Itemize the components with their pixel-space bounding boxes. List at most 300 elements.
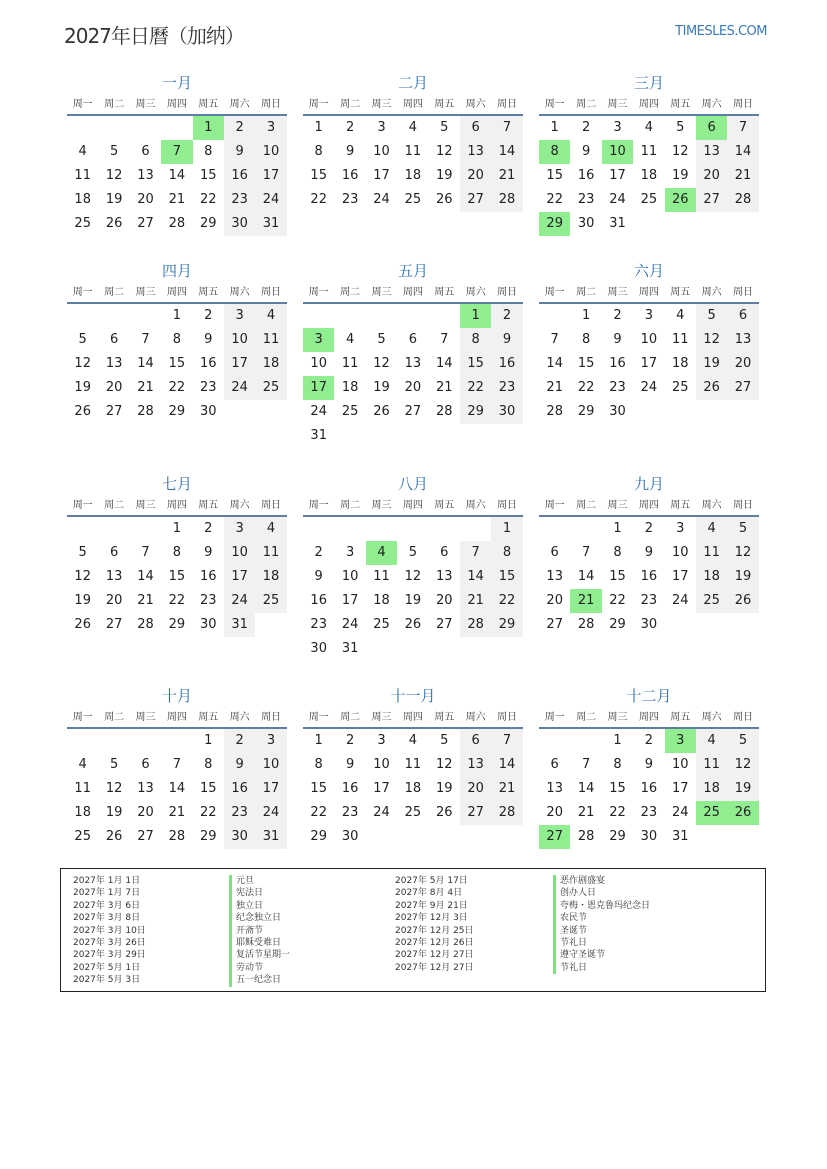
day-cell[interactable]: 18 [373, 593, 390, 608]
day-cell[interactable]: 19 [671, 168, 689, 183]
day-cell[interactable]: 18 [640, 168, 658, 183]
day-cell[interactable]: 24 [341, 617, 359, 632]
day-cell[interactable]: 4 [644, 120, 653, 135]
day-cell[interactable]: 31 [255, 825, 286, 849]
day-cell[interactable]: 2 [204, 521, 213, 536]
day-cell[interactable]: 3 [255, 729, 286, 753]
day-cell[interactable]: 14 [460, 565, 491, 589]
day-cell[interactable]: 18 [74, 192, 91, 207]
day-cell[interactable]: 17 [224, 352, 255, 376]
day-cell[interactable]: 6 [727, 304, 758, 328]
day-cell[interactable]: 28 [491, 801, 522, 825]
day-cell[interactable]: 13 [105, 356, 123, 371]
day-cell[interactable]: 18 [404, 781, 422, 796]
day-cell[interactable]: 24 [224, 589, 255, 613]
day-cell[interactable]: 14 [577, 781, 595, 796]
day-cell[interactable]: 24 [255, 801, 286, 825]
day-cell[interactable]: 13 [546, 569, 563, 584]
day-cell[interactable]: 9 [491, 328, 522, 352]
day-cell[interactable]: 22 [199, 805, 217, 820]
day-cell[interactable]: 18 [74, 805, 91, 820]
day-cell[interactable]: 7 [141, 332, 150, 347]
day-cell[interactable]: 27 [435, 617, 453, 632]
day-cell[interactable]: 3 [676, 521, 685, 536]
day-cell[interactable]: 17 [341, 593, 359, 608]
day-cell[interactable]: 29 [577, 404, 595, 419]
day-cell[interactable]: 15 [199, 781, 217, 796]
day-cell[interactable]: 21 [137, 593, 154, 608]
day-cell[interactable]: 12 [435, 144, 453, 159]
day-cell[interactable]: 13 [696, 140, 727, 164]
day-cell[interactable]: 2 [345, 733, 355, 748]
day-cell[interactable]: 8 [172, 545, 181, 560]
day-cell[interactable]: 7 [581, 545, 591, 560]
day-cell[interactable]: 7 [460, 541, 491, 565]
day-cell[interactable]: 20 [435, 593, 453, 608]
day-cell[interactable]: 17 [224, 565, 255, 589]
day-cell[interactable]: 23 [341, 192, 359, 207]
day-cell[interactable]: 10 [640, 332, 658, 347]
brand-link[interactable]: TIMESLES.COM [675, 24, 767, 39]
day-cell[interactable]: 17 [671, 569, 689, 584]
day-cell[interactable]: 9 [204, 332, 213, 347]
day-cell[interactable]: 17 [609, 168, 626, 183]
day-cell[interactable]: 20 [105, 380, 123, 395]
day-cell[interactable]: 17 [373, 781, 390, 796]
day-cell[interactable]: 8 [491, 541, 522, 565]
day-cell[interactable]: 10 [671, 545, 689, 560]
day-cell[interactable]: 18 [255, 565, 286, 589]
day-cell[interactable]: 20 [546, 593, 563, 608]
day-cell[interactable]: 23 [609, 380, 626, 395]
day-cell[interactable]: 8 [613, 757, 622, 772]
day-cell[interactable]: 26 [105, 216, 123, 231]
day-cell[interactable]: 12 [74, 569, 91, 584]
day-cell[interactable]: 15 [609, 781, 626, 796]
day-cell[interactable]: 13 [460, 753, 491, 777]
day-cell[interactable]: 2 [613, 308, 622, 323]
day-cell[interactable]: 10 [373, 144, 390, 159]
day-cell[interactable]: 15 [491, 565, 522, 589]
day-cell[interactable]: 18 [671, 356, 689, 371]
day-cell[interactable]: 2 [314, 545, 323, 560]
day-cell[interactable]: 20 [460, 777, 491, 801]
day-cell[interactable]: 26 [74, 617, 91, 632]
day-cell[interactable]: 6 [141, 144, 150, 159]
day-cell[interactable]: 10 [255, 753, 286, 777]
day-cell[interactable]: 22 [310, 192, 327, 207]
day-cell[interactable]: 12 [105, 168, 123, 183]
day-cell[interactable]: 10 [255, 140, 286, 164]
day-cell[interactable]: 1 [193, 116, 224, 140]
day-cell[interactable]: 17 [373, 168, 390, 183]
day-cell[interactable]: 9 [644, 545, 653, 560]
day-cell[interactable]: 22 [609, 593, 626, 608]
day-cell[interactable]: 13 [137, 781, 154, 796]
day-cell[interactable]: 9 [204, 545, 213, 560]
day-cell[interactable]: 25 [255, 589, 286, 613]
day-cell[interactable]: 5 [696, 304, 727, 328]
day-cell[interactable]: 7 [727, 116, 758, 140]
day-cell[interactable]: 31 [671, 829, 689, 844]
day-cell[interactable]: 25 [341, 404, 359, 419]
day-cell[interactable]: 8 [204, 757, 213, 772]
day-cell[interactable]: 12 [696, 328, 727, 352]
day-cell[interactable]: 1 [204, 733, 213, 748]
day-cell[interactable]: 15 [168, 569, 186, 584]
day-cell[interactable]: 5 [109, 144, 119, 159]
day-cell[interactable]: 5 [727, 517, 758, 541]
day-cell[interactable]: 16 [199, 569, 217, 584]
day-cell[interactable]: 18 [255, 352, 286, 376]
day-cell[interactable]: 22 [577, 380, 595, 395]
day-cell[interactable]: 29 [460, 400, 491, 424]
day-cell[interactable]: 29 [168, 617, 186, 632]
day-cell[interactable]: 16 [199, 356, 217, 371]
day-cell[interactable]: 25 [404, 192, 422, 207]
day-cell[interactable]: 2 [644, 521, 653, 536]
day-cell[interactable]: 22 [546, 192, 563, 207]
day-cell[interactable]: 11 [404, 757, 422, 772]
day-cell[interactable]: 25 [74, 829, 91, 844]
day-cell[interactable]: 30 [577, 216, 595, 231]
day-cell[interactable]: 4 [78, 757, 87, 772]
day-cell[interactable]: 7 [550, 332, 559, 347]
day-cell[interactable]: 14 [137, 356, 154, 371]
day-cell[interactable]: 20 [137, 805, 154, 820]
day-cell[interactable]: 10 [602, 140, 633, 164]
day-cell[interactable]: 11 [696, 753, 727, 777]
day-cell[interactable]: 6 [408, 332, 417, 347]
day-cell[interactable]: 21 [460, 589, 491, 613]
day-cell[interactable]: 11 [74, 168, 91, 183]
day-cell[interactable]: 5 [78, 545, 87, 560]
day-cell[interactable]: 11 [696, 541, 727, 565]
day-cell[interactable]: 28 [168, 829, 186, 844]
day-cell[interactable]: 22 [491, 589, 522, 613]
day-cell[interactable]: 10 [224, 541, 255, 565]
day-cell[interactable]: 30 [609, 404, 626, 419]
day-cell[interactable]: 6 [109, 332, 119, 347]
day-cell[interactable]: 7 [581, 757, 591, 772]
day-cell[interactable]: 25 [671, 380, 689, 395]
day-cell[interactable]: 4 [408, 733, 417, 748]
day-cell[interactable]: 29 [199, 216, 217, 231]
day-cell[interactable]: 10 [373, 757, 390, 772]
day-cell[interactable]: 4 [696, 729, 727, 753]
day-cell[interactable]: 12 [105, 781, 123, 796]
day-cell[interactable]: 1 [314, 120, 323, 135]
day-cell[interactable]: 17 [303, 376, 334, 400]
day-cell[interactable]: 2 [581, 120, 591, 135]
day-cell[interactable]: 5 [377, 332, 386, 347]
day-cell[interactable]: 9 [345, 757, 355, 772]
day-cell[interactable]: 24 [671, 805, 689, 820]
day-cell[interactable]: 22 [310, 805, 327, 820]
day-cell[interactable]: 23 [199, 593, 217, 608]
day-cell[interactable]: 27 [137, 216, 154, 231]
day-cell[interactable]: 23 [310, 617, 327, 632]
day-cell[interactable]: 19 [105, 192, 123, 207]
day-cell[interactable]: 1 [172, 521, 181, 536]
day-cell[interactable]: 15 [310, 168, 327, 183]
day-cell[interactable]: 4 [345, 332, 355, 347]
day-cell[interactable]: 3 [644, 308, 653, 323]
day-cell[interactable]: 3 [377, 733, 386, 748]
day-cell[interactable]: 3 [224, 517, 255, 541]
day-cell[interactable]: 7 [440, 332, 449, 347]
day-cell[interactable]: 14 [546, 356, 563, 371]
day-cell[interactable]: 4 [255, 304, 286, 328]
day-cell[interactable]: 28 [491, 188, 522, 212]
day-cell[interactable]: 11 [373, 569, 390, 584]
day-cell[interactable]: 15 [546, 168, 563, 183]
day-cell[interactable]: 14 [168, 781, 186, 796]
day-cell[interactable]: 25 [255, 376, 286, 400]
day-cell[interactable]: 1 [581, 308, 591, 323]
day-cell[interactable]: 15 [460, 352, 491, 376]
day-cell[interactable]: 2 [224, 729, 255, 753]
day-cell[interactable]: 7 [141, 545, 150, 560]
day-cell[interactable]: 6 [460, 116, 491, 140]
day-cell[interactable]: 14 [491, 753, 522, 777]
day-cell[interactable]: 8 [314, 757, 323, 772]
day-cell[interactable]: 9 [224, 140, 255, 164]
day-cell[interactable]: 7 [161, 140, 192, 164]
day-cell[interactable]: 25 [373, 617, 390, 632]
day-cell[interactable]: 18 [404, 168, 422, 183]
day-cell[interactable]: 1 [172, 308, 181, 323]
day-cell[interactable]: 18 [696, 565, 727, 589]
day-cell[interactable]: 30 [224, 212, 255, 236]
day-cell[interactable]: 24 [609, 192, 626, 207]
day-cell[interactable]: 9 [345, 144, 355, 159]
day-cell[interactable]: 22 [199, 192, 217, 207]
day-cell[interactable]: 22 [609, 805, 626, 820]
day-cell[interactable]: 24 [373, 805, 390, 820]
day-cell[interactable]: 27 [727, 376, 758, 400]
day-cell[interactable]: 19 [74, 593, 91, 608]
day-cell[interactable]: 26 [105, 829, 123, 844]
day-cell[interactable]: 15 [609, 569, 626, 584]
day-cell[interactable]: 24 [310, 404, 327, 419]
day-cell[interactable]: 16 [341, 781, 359, 796]
day-cell[interactable]: 1 [314, 733, 323, 748]
day-cell[interactable]: 23 [577, 192, 595, 207]
day-cell[interactable]: 27 [404, 404, 422, 419]
day-cell[interactable]: 23 [491, 376, 522, 400]
day-cell[interactable]: 8 [172, 332, 181, 347]
day-cell[interactable]: 14 [137, 569, 154, 584]
day-cell[interactable]: 29 [168, 404, 186, 419]
day-cell[interactable]: 20 [137, 192, 154, 207]
day-cell[interactable]: 19 [727, 565, 758, 589]
day-cell[interactable]: 20 [105, 593, 123, 608]
day-cell[interactable]: 19 [74, 380, 91, 395]
day-cell[interactable]: 27 [137, 829, 154, 844]
day-cell[interactable]: 3 [613, 120, 622, 135]
day-cell[interactable]: 21 [570, 589, 601, 613]
day-cell[interactable]: 13 [105, 569, 123, 584]
day-cell[interactable]: 29 [609, 617, 626, 632]
day-cell[interactable]: 13 [460, 140, 491, 164]
day-cell[interactable]: 21 [137, 380, 154, 395]
day-cell[interactable]: 20 [546, 805, 563, 820]
day-cell[interactable]: 15 [577, 356, 595, 371]
day-cell[interactable]: 31 [224, 613, 255, 637]
day-cell[interactable]: 14 [727, 140, 758, 164]
day-cell[interactable]: 8 [460, 328, 491, 352]
day-cell[interactable]: 16 [640, 781, 658, 796]
day-cell[interactable]: 19 [404, 593, 422, 608]
day-cell[interactable]: 23 [640, 593, 658, 608]
day-cell[interactable]: 5 [78, 332, 87, 347]
day-cell[interactable]: 24 [373, 192, 390, 207]
day-cell[interactable]: 3 [303, 328, 334, 352]
day-cell[interactable]: 24 [671, 593, 689, 608]
day-cell[interactable]: 18 [341, 380, 359, 395]
day-cell[interactable]: 3 [665, 729, 696, 753]
day-cell[interactable]: 1 [460, 304, 491, 328]
day-cell[interactable]: 26 [727, 589, 758, 613]
day-cell[interactable]: 5 [109, 757, 119, 772]
day-cell[interactable]: 11 [74, 781, 91, 796]
day-cell[interactable]: 11 [341, 356, 359, 371]
day-cell[interactable]: 4 [696, 517, 727, 541]
day-cell[interactable]: 29 [609, 829, 626, 844]
day-cell[interactable]: 28 [460, 613, 491, 637]
day-cell[interactable]: 5 [676, 120, 685, 135]
day-cell[interactable]: 17 [255, 777, 286, 801]
day-cell[interactable]: 25 [696, 801, 727, 825]
day-cell[interactable]: 15 [310, 781, 327, 796]
day-cell[interactable]: 2 [204, 308, 213, 323]
day-cell[interactable]: 17 [255, 164, 286, 188]
day-cell[interactable]: 12 [671, 144, 689, 159]
day-cell[interactable]: 4 [255, 517, 286, 541]
day-cell[interactable]: 8 [613, 545, 622, 560]
day-cell[interactable]: 14 [577, 569, 595, 584]
day-cell[interactable]: 30 [199, 404, 217, 419]
day-cell[interactable]: 16 [341, 168, 359, 183]
day-cell[interactable]: 24 [224, 376, 255, 400]
day-cell[interactable]: 14 [435, 356, 453, 371]
day-cell[interactable]: 19 [435, 781, 453, 796]
day-cell[interactable]: 29 [491, 613, 522, 637]
day-cell[interactable]: 12 [373, 356, 390, 371]
day-cell[interactable]: 10 [671, 757, 689, 772]
day-cell[interactable]: 21 [168, 192, 186, 207]
day-cell[interactable]: 23 [224, 188, 255, 212]
day-cell[interactable]: 2 [345, 120, 355, 135]
day-cell[interactable]: 11 [404, 144, 422, 159]
day-cell[interactable]: 27 [460, 188, 491, 212]
day-cell[interactable]: 28 [168, 216, 186, 231]
day-cell[interactable]: 31 [609, 216, 626, 231]
day-cell[interactable]: 19 [373, 380, 390, 395]
day-cell[interactable]: 26 [665, 188, 696, 212]
day-cell[interactable]: 28 [577, 617, 595, 632]
day-cell[interactable]: 27 [105, 404, 123, 419]
day-cell[interactable]: 6 [696, 116, 727, 140]
day-cell[interactable]: 23 [341, 805, 359, 820]
day-cell[interactable]: 16 [577, 168, 595, 183]
day-cell[interactable]: 4 [366, 541, 397, 565]
day-cell[interactable]: 9 [644, 757, 653, 772]
day-cell[interactable]: 13 [404, 356, 422, 371]
day-cell[interactable]: 20 [460, 164, 491, 188]
day-cell[interactable]: 21 [491, 777, 522, 801]
day-cell[interactable]: 20 [404, 380, 422, 395]
day-cell[interactable]: 5 [440, 120, 449, 135]
day-cell[interactable]: 5 [440, 733, 449, 748]
day-cell[interactable]: 30 [224, 825, 255, 849]
day-cell[interactable]: 21 [546, 380, 563, 395]
day-cell[interactable]: 2 [491, 304, 522, 328]
day-cell[interactable]: 4 [676, 308, 685, 323]
day-cell[interactable]: 1 [491, 517, 522, 541]
day-cell[interactable]: 23 [640, 805, 658, 820]
day-cell[interactable]: 21 [491, 164, 522, 188]
day-cell[interactable]: 12 [727, 753, 758, 777]
day-cell[interactable]: 26 [74, 404, 91, 419]
day-cell[interactable]: 26 [727, 801, 758, 825]
day-cell[interactable]: 31 [255, 212, 286, 236]
day-cell[interactable]: 14 [491, 140, 522, 164]
day-cell[interactable]: 16 [491, 352, 522, 376]
day-cell[interactable]: 27 [460, 801, 491, 825]
day-cell[interactable]: 21 [435, 380, 453, 395]
day-cell[interactable]: 8 [581, 332, 591, 347]
day-cell[interactable]: 20 [696, 164, 727, 188]
day-cell[interactable]: 6 [440, 545, 449, 560]
day-cell[interactable]: 25 [640, 192, 658, 207]
day-cell[interactable]: 15 [168, 356, 186, 371]
day-cell[interactable]: 4 [408, 120, 417, 135]
day-cell[interactable]: 21 [168, 805, 186, 820]
day-cell[interactable]: 26 [373, 404, 390, 419]
day-cell[interactable]: 8 [314, 144, 323, 159]
day-cell[interactable]: 27 [105, 617, 123, 632]
day-cell[interactable]: 19 [105, 805, 123, 820]
day-cell[interactable]: 25 [404, 805, 422, 820]
day-cell[interactable]: 16 [224, 164, 255, 188]
day-cell[interactable]: 12 [727, 541, 758, 565]
day-cell[interactable]: 17 [640, 356, 658, 371]
day-cell[interactable]: 22 [168, 593, 186, 608]
day-cell[interactable]: 28 [727, 188, 758, 212]
day-cell[interactable]: 19 [435, 168, 453, 183]
day-cell[interactable]: 6 [141, 757, 150, 772]
day-cell[interactable]: 29 [539, 212, 570, 236]
day-cell[interactable]: 7 [491, 116, 522, 140]
day-cell[interactable]: 11 [255, 541, 286, 565]
day-cell[interactable]: 22 [168, 380, 186, 395]
day-cell[interactable]: 16 [310, 593, 327, 608]
day-cell[interactable]: 6 [550, 545, 559, 560]
day-cell[interactable]: 6 [109, 545, 119, 560]
day-cell[interactable]: 17 [671, 781, 689, 796]
day-cell[interactable]: 1 [613, 733, 622, 748]
day-cell[interactable]: 21 [577, 805, 595, 820]
day-cell[interactable]: 8 [539, 140, 570, 164]
day-cell[interactable]: 11 [671, 332, 689, 347]
day-cell[interactable]: 11 [255, 328, 286, 352]
day-cell[interactable]: 1 [613, 521, 622, 536]
day-cell[interactable]: 23 [199, 380, 217, 395]
day-cell[interactable]: 30 [640, 829, 658, 844]
day-cell[interactable]: 6 [550, 757, 559, 772]
